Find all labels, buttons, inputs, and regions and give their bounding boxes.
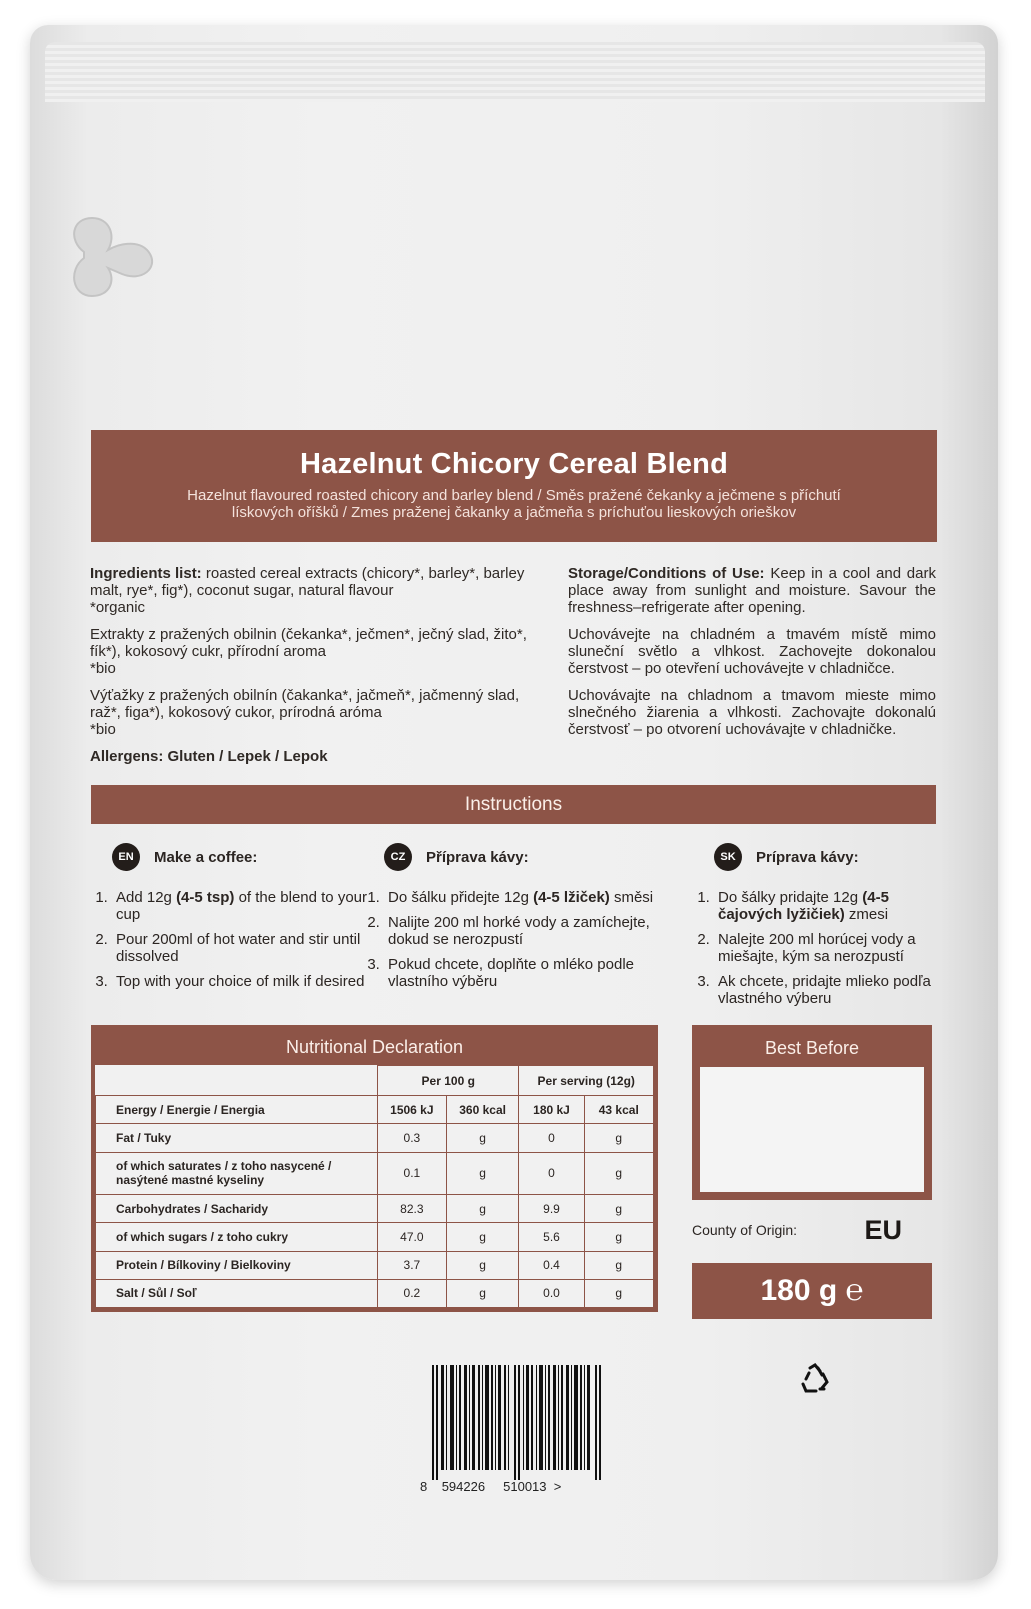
instructions-en xyxy=(90,843,390,998)
ingredients-cz: Extrakty z pražených obilnin (čekanka*, ječmen*, ječný slad, žito*, fík*), kokosový cukr, přírodní aroma *bio xyxy=(90,626,527,677)
table-row: Protein / Bílkoviny / Bielkoviny 3.7 g 0.4 g xyxy=(96,1251,654,1279)
ingredients-en: Ingredients list: roasted cereal extracts (chicory*, barley*, barley malt, rye*, fig*), coconut sugar, natural flavour *organic xyxy=(90,565,525,616)
table-row: of which sugars / z toho cukry 47.0 g 5.6 g xyxy=(96,1223,654,1251)
instructions-sk xyxy=(692,843,937,1015)
list-item: 3. Top with your choice of milk if desired xyxy=(112,973,390,990)
steps-list xyxy=(90,889,390,990)
allergens: Allergens: Gluten / Lepek / Lepok xyxy=(90,748,328,765)
best-before-box xyxy=(700,1067,924,1192)
list-item: 3. Pokud chcete, doplňte o mléko podle vlastního výběru xyxy=(384,956,662,990)
storage-sk: Uchovávajte na chladnom a tmavom mieste mimo slnečného žiarenia a vlhkosti. Zachovajte dokonalú čerstvosť – po otvorení uchovávajte v chladničke. xyxy=(568,687,936,738)
list-item: 2. Nalejte 200 ml horúcej vody a miešajte, kým sa nerozpustí xyxy=(714,931,937,965)
barcode-number: 8 594226 510013 > xyxy=(420,1479,562,1494)
recycle-icon xyxy=(798,1362,832,1396)
list-item: 2. Nalijte 200 ml horké vody a zamíchejte, dokud se nerozpustí xyxy=(384,914,662,948)
title-band xyxy=(91,430,937,542)
nutrition-title: Nutritional Declaration xyxy=(285,1037,464,1057)
best-before-panel xyxy=(692,1025,932,1200)
col-per-serving: Per serving (12g) xyxy=(519,1066,654,1096)
ingredients-section xyxy=(90,565,535,775)
nutrition-panel xyxy=(91,1025,658,1312)
storage-en: Storage/Conditions of Use: Keep in a cool and dark place away from sunlight and moisture. Savour the freshness–refrigerate after opening. xyxy=(568,565,936,616)
storage-cz: Uchovávejte na chladném a tmavém místě mimo sluneční světlo a vlhkost. Zachovejte dokonalou čerstvost – po otevření uchovávejte v chladničce. xyxy=(568,626,936,677)
hang-hole-icon xyxy=(62,210,157,320)
table-row: of which saturates / z toho nasycené / nasýtené mastné kyseliny 0.1 g 0 g xyxy=(96,1152,654,1195)
list-item: 3. Ak chcete, pridajte mlieko podľa vlastného výberu xyxy=(714,973,937,1007)
country-of-origin xyxy=(692,1210,932,1250)
table-row: Carbohydrates / Sacharidy 82.3 g 9.9 g xyxy=(96,1195,654,1223)
col-per100: Per 100 g xyxy=(378,1066,519,1096)
top-seal xyxy=(45,42,985,102)
list-item: 2. Pour 200ml of hot water and stir until dissolved xyxy=(112,931,390,965)
product-title: Hazelnut Chicory Cereal Blend xyxy=(299,448,728,480)
storage-label: Storage/Conditions of Use: xyxy=(568,565,765,582)
table-row: Fat / Tuky 0.3 g 0 g xyxy=(96,1124,654,1152)
product-subtitle: Hazelnut flavoured roasted chicory and barley blend / Směs pražené čekanky a ječmene s příchutí lískových oříšků / Zmes praženej čakanky a jačmeňa s príchuťou lieskových orieškov xyxy=(187,487,841,521)
storage-section xyxy=(568,565,936,748)
instructions-heading: Make a coffee: xyxy=(154,848,258,866)
nutrition-table xyxy=(95,1065,654,1308)
ingredients-label: Ingredients list: xyxy=(90,565,202,582)
instructions-band: Instructions xyxy=(91,785,936,824)
origin-label: County of Origin: xyxy=(692,1222,798,1238)
steps-list xyxy=(362,889,662,990)
table-row: Energy / Energie / Energia 1506 kJ 360 kcal 180 kJ 43 kcal xyxy=(96,1096,654,1124)
barcode-icon xyxy=(430,1365,605,1480)
instructions-heading: Príprava kávy: xyxy=(756,848,859,866)
instructions-heading: Příprava kávy: xyxy=(426,848,529,866)
instructions-cz xyxy=(362,843,662,998)
origin-value: EU xyxy=(864,1214,902,1245)
ingredients-sk: Výťažky z pražených obilnín (čakanka*, jačmeň*, jačmenný slad, raž*, figa*), kokosový cukor, prírodná aróma *bio xyxy=(90,687,520,738)
lang-badge-cz: CZ xyxy=(384,843,412,871)
net-weight: 180 g ℮ xyxy=(692,1263,932,1319)
best-before-title: Best Before xyxy=(764,1038,860,1058)
list-item: 1. Do šálky pridajte 12g (4-5 čajových lyžičiek) zmesi xyxy=(714,889,937,923)
table-row: Salt / Sůl / Soľ 0.2 g 0.0 g xyxy=(96,1279,654,1307)
lang-badge-sk: SK xyxy=(714,843,742,871)
lang-badge-en: EN xyxy=(112,843,140,871)
table-header xyxy=(96,1066,654,1096)
list-item: 1. Add 12g (4-5 tsp) of the blend to your cup xyxy=(112,889,390,923)
list-item: 1. Do šálku přidejte 12g (4-5 lžiček) směsi xyxy=(384,889,662,906)
steps-list xyxy=(692,889,937,1007)
